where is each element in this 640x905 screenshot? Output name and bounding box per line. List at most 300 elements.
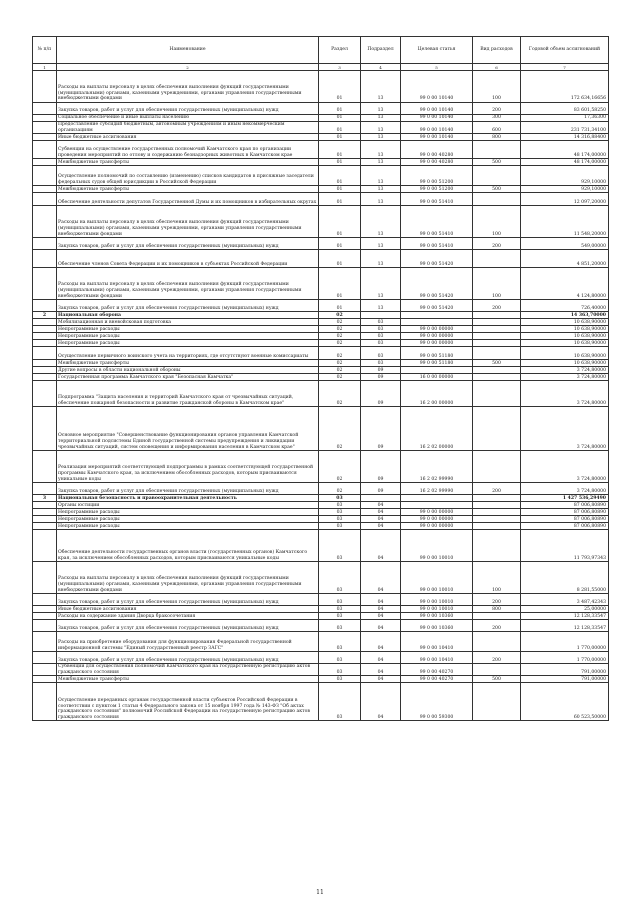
row-razdel: 01	[319, 115, 361, 122]
row-podrazdel	[361, 495, 401, 502]
row-razdel: 01	[319, 206, 361, 238]
row-csr	[401, 312, 473, 319]
row-sum: 87 006,80890	[521, 509, 609, 516]
table-row	[33, 632, 609, 652]
row-name: Другие вопросы в области национальной обороны	[57, 367, 319, 374]
row-number	[33, 502, 57, 509]
row-vr	[473, 381, 521, 407]
row-name: Непрограммные расходы	[57, 340, 319, 347]
row-vr: 200	[473, 103, 521, 115]
table-row	[33, 451, 609, 483]
row-razdel: 01	[319, 193, 361, 206]
row-vr	[473, 509, 521, 516]
row-razdel: 03	[319, 613, 361, 620]
row-number	[33, 407, 57, 451]
row-sum: 4 851,20000	[521, 250, 609, 268]
row-number	[33, 300, 57, 312]
row-number	[33, 340, 57, 347]
row-sum: 1 427 536,29490	[521, 495, 609, 502]
column-number: 2	[57, 64, 319, 71]
row-razdel: 03	[319, 562, 361, 594]
row-sum: 549,00000	[521, 238, 609, 250]
row-vr	[473, 632, 521, 652]
row-number	[33, 451, 57, 483]
row-name: Непрограммные расходы	[57, 326, 319, 333]
row-sum: 231 731,34100	[521, 122, 609, 134]
row-csr	[401, 367, 473, 374]
row-csr: 99 0 00 51410	[401, 238, 473, 250]
row-razdel: 02	[319, 319, 361, 326]
table-row	[33, 407, 609, 451]
row-podrazdel: 13	[361, 238, 401, 250]
table-row	[33, 238, 609, 250]
row-number	[33, 238, 57, 250]
row-name: Закупка товаров, работ и услуг для обеспечения государственных (муниципальных) нужд	[57, 652, 319, 664]
row-podrazdel: 13	[361, 268, 401, 300]
row-number	[33, 166, 57, 186]
row-vr	[473, 319, 521, 326]
row-podrazdel: 03	[361, 333, 401, 340]
row-csr: 99 0 00 40280	[401, 141, 473, 159]
row-vr	[473, 193, 521, 206]
row-number	[33, 381, 57, 407]
table-row	[33, 483, 609, 495]
row-name: Подпрограмма "Защита населения и территорий Камчатского края от чрезвычайных ситуаций, обеспечение пожарной безопасности и развитие гражданской обороны в Камчатском крае"	[57, 381, 319, 407]
row-sum: 3 724,80000	[521, 407, 609, 451]
row-podrazdel: 09	[361, 483, 401, 495]
row-razdel: 03	[319, 664, 361, 676]
row-number	[33, 141, 57, 159]
row-sum: 3 724,80000	[521, 483, 609, 495]
row-csr: 16 0 00 00000	[401, 374, 473, 381]
row-vr: 600	[473, 122, 521, 134]
row-vr: 200	[473, 652, 521, 664]
row-name: Осуществление переданных органам государственной власти субъектов Российской Федерации в соответствии с пунктом 1 статьи 4 Федерального закона от 15 ноября 1997 года № 143-ФЗ "Об актах гражданского состояния" полномочий Российской Федерации на государственную регистрацию актов гражданского состояния	[57, 683, 319, 721]
row-sum: 60 523,50000	[521, 683, 609, 721]
row-vr	[473, 495, 521, 502]
row-name: Государственная программа Камчатского края "Безопасная Камчатка"	[57, 374, 319, 381]
row-sum: 14 316,88400	[521, 134, 609, 141]
row-number	[33, 159, 57, 166]
row-vr: 500	[473, 159, 521, 166]
table-body	[33, 71, 609, 721]
row-name: Непрограммные расходы	[57, 333, 319, 340]
row-number	[33, 509, 57, 516]
row-number	[33, 71, 57, 103]
table-row	[33, 683, 609, 721]
row-name: Межбюджетные трансферты	[57, 159, 319, 166]
row-number: 2	[33, 312, 57, 319]
row-sum: 3 724,80000	[521, 451, 609, 483]
row-vr	[473, 516, 521, 523]
row-name: Иные бюджетные ассигнования	[57, 134, 319, 141]
table-header-row	[33, 37, 609, 64]
row-csr: 99 0 00 10140	[401, 115, 473, 122]
table-row	[33, 206, 609, 238]
row-name: Национальная оборона	[57, 312, 319, 319]
row-name: Предоставление субсидий бюджетным, автономным учреждениям и иным некоммерческим организациям	[57, 122, 319, 134]
row-razdel: 01	[319, 300, 361, 312]
table-row	[33, 268, 609, 300]
row-csr: 16 2 02 99990	[401, 451, 473, 483]
row-name: Основное мероприятие "Совершенствование функционирования органов управления Камчатской территориальной подсистемы Единой государственной системы предупреждения и ликвидации чрезвычайных ситуаций, систем оповещения и информирования населения в Камчатском крае"	[57, 407, 319, 451]
table-row	[33, 620, 609, 632]
section-row	[33, 495, 609, 502]
table-row	[33, 516, 609, 523]
row-podrazdel: 09	[361, 367, 401, 374]
row-razdel: 03	[319, 676, 361, 683]
row-vr: 200	[473, 620, 521, 632]
row-vr: 100	[473, 206, 521, 238]
row-razdel: 01	[319, 134, 361, 141]
row-csr: 99 0 00 10010	[401, 606, 473, 613]
row-name: Межбюджетные трансферты	[57, 186, 319, 193]
row-vr	[473, 166, 521, 186]
row-vr	[473, 340, 521, 347]
row-podrazdel: 13	[361, 166, 401, 186]
row-csr: 99 0 00 51410	[401, 193, 473, 206]
row-razdel: 01	[319, 122, 361, 134]
header-sum: Годовой объем ассигнований	[521, 37, 609, 64]
row-csr: 99 0 00 00000	[401, 340, 473, 347]
row-vr: 200	[473, 238, 521, 250]
row-csr: 99 0 00 51420	[401, 250, 473, 268]
row-name: Иные бюджетные ассигнования	[57, 606, 319, 613]
row-name: Расходы на содержание здания Дворца бракосочетания	[57, 613, 319, 620]
row-csr: 99 0 00 00000	[401, 333, 473, 340]
row-podrazdel: 04	[361, 594, 401, 606]
row-podrazdel: 04	[361, 606, 401, 613]
row-name: Закупка товаров, работ и услуг для обеспечения государственных (муниципальных) нужд	[57, 103, 319, 115]
table-row	[33, 134, 609, 141]
row-podrazdel: 04	[361, 652, 401, 664]
row-sum: 10 638,90000	[521, 340, 609, 347]
table-row	[33, 122, 609, 134]
row-name: Закупка товаров, работ и услуг для обеспечения государственных (муниципальных) нужд	[57, 620, 319, 632]
budget-table	[32, 36, 609, 721]
row-podrazdel: 13	[361, 186, 401, 193]
row-number	[33, 516, 57, 523]
row-sum: 3 724,80000	[521, 381, 609, 407]
table-row	[33, 613, 609, 620]
row-number	[33, 594, 57, 606]
row-podrazdel: 13	[361, 103, 401, 115]
row-number	[33, 523, 57, 530]
row-csr: 99 0 00 51420	[401, 300, 473, 312]
row-number	[33, 115, 57, 122]
table-row	[33, 562, 609, 594]
row-csr: 99 0 00 51180	[401, 347, 473, 360]
row-razdel: 02	[319, 347, 361, 360]
row-name: Расходы на выплаты персоналу в целях обеспечения выполнения функций государственными (муниципальными) органами, казенными учреждениями, органами управления государственными внебюджетными фондами	[57, 71, 319, 103]
row-podrazdel: 03	[361, 340, 401, 347]
row-razdel: 02	[319, 381, 361, 407]
row-vr	[473, 683, 521, 721]
row-number	[33, 664, 57, 676]
table-row	[33, 374, 609, 381]
table-row	[33, 300, 609, 312]
row-vr	[473, 451, 521, 483]
row-vr	[473, 613, 521, 620]
table-row	[33, 71, 609, 103]
row-name: Непрограммные расходы	[57, 509, 319, 516]
row-sum: 12 128,33547	[521, 613, 609, 620]
row-vr	[473, 664, 521, 676]
row-podrazdel: 04	[361, 664, 401, 676]
row-podrazdel: 03	[361, 347, 401, 360]
row-podrazdel: 13	[361, 300, 401, 312]
table-row	[33, 115, 609, 122]
row-number	[33, 103, 57, 115]
row-podrazdel: 04	[361, 620, 401, 632]
row-csr: 16 2 02 00000	[401, 407, 473, 451]
row-razdel: 03	[319, 495, 361, 502]
table-row	[33, 319, 609, 326]
row-csr: 99 0 00 51410	[401, 206, 473, 238]
row-sum: 3 724,80000	[521, 374, 609, 381]
row-csr: 16 2 02 99990	[401, 483, 473, 495]
column-number: 1	[33, 64, 57, 71]
row-razdel: 01	[319, 141, 361, 159]
row-csr	[401, 495, 473, 502]
row-name: Расходы на выплаты персоналу в целях обеспечения выполнения функций государственными (муниципальными) органами, казенными учреждениями, органами управления государственными внебюджетными фондами	[57, 206, 319, 238]
row-name: Расходы на выплаты персоналу в целях обеспечения выполнения функций государственными (муниципальными) органами, казенными учреждениями, органами управления государственными внебюджетными фондами	[57, 268, 319, 300]
column-number: 4	[361, 64, 401, 71]
row-name: Субвенции на осуществление государственных полномочий Камчатского края по организации проведения мероприятий по отлову и содержанию безнадзорных животных в Камчатском крае	[57, 141, 319, 159]
row-sum: 929,10000	[521, 166, 609, 186]
table-row	[33, 652, 609, 664]
row-podrazdel: 04	[361, 509, 401, 516]
row-sum: 929,10000	[521, 186, 609, 193]
row-csr: 99 0 00 00000	[401, 523, 473, 530]
row-number	[33, 374, 57, 381]
row-vr	[473, 347, 521, 360]
row-csr: 99 0 00 10010	[401, 594, 473, 606]
row-number	[33, 676, 57, 683]
row-csr: 99 0 00 10140	[401, 134, 473, 141]
row-name: Межбюджетные трансферты	[57, 360, 319, 367]
row-name: Мобилизационная и вневойсковая подготовка	[57, 319, 319, 326]
row-csr: 99 0 00 00000	[401, 326, 473, 333]
row-number	[33, 606, 57, 613]
row-podrazdel: 04	[361, 530, 401, 562]
row-name: Обеспечение членов Совета Федерации и их помощников в субъектах Российской Федерации	[57, 250, 319, 268]
row-podrazdel: 09	[361, 374, 401, 381]
row-razdel: 02	[319, 312, 361, 319]
row-razdel: 03	[319, 594, 361, 606]
row-number	[33, 620, 57, 632]
row-number	[33, 683, 57, 721]
column-number: 5	[401, 64, 473, 71]
table-row	[33, 509, 609, 516]
row-vr: 100	[473, 71, 521, 103]
column-number: 6	[473, 64, 521, 71]
table-row	[33, 103, 609, 115]
section-row	[33, 312, 609, 319]
row-sum: 8 281,55000	[521, 562, 609, 594]
row-number	[33, 134, 57, 141]
row-name: Национальная безопасность и правоохранительная деятельность	[57, 495, 319, 502]
column-number: 7	[521, 64, 609, 71]
row-razdel: 03	[319, 606, 361, 613]
row-number: 3	[33, 495, 57, 502]
row-razdel: 02	[319, 333, 361, 340]
row-razdel: 01	[319, 166, 361, 186]
row-razdel: 02	[319, 367, 361, 374]
row-number	[33, 268, 57, 300]
row-podrazdel: 03	[361, 319, 401, 326]
table-row	[33, 594, 609, 606]
row-podrazdel: 04	[361, 676, 401, 683]
row-csr	[401, 319, 473, 326]
row-vr: 100	[473, 268, 521, 300]
row-name: Закупка товаров, работ и услуг для обеспечения государственных (муниципальных) нужд	[57, 238, 319, 250]
row-csr: 99 0 00 10140	[401, 103, 473, 115]
header-vr: Вид расходов	[473, 37, 521, 64]
row-vr: 500	[473, 186, 521, 193]
table-row	[33, 523, 609, 530]
row-razdel: 01	[319, 103, 361, 115]
row-csr: 99 0 00 40270	[401, 664, 473, 676]
row-podrazdel: 04	[361, 613, 401, 620]
table-row	[33, 664, 609, 676]
row-sum: 10 638,90000	[521, 326, 609, 333]
row-podrazdel: 13	[361, 122, 401, 134]
row-podrazdel: 04	[361, 502, 401, 509]
header-podrazdel: Подраздел	[361, 37, 401, 64]
row-sum: 17,36300	[521, 115, 609, 122]
row-razdel: 01	[319, 186, 361, 193]
row-sum: 791,00000	[521, 676, 609, 683]
row-podrazdel: 03	[361, 360, 401, 367]
column-number: 3	[319, 64, 361, 71]
row-podrazdel: 04	[361, 562, 401, 594]
row-number	[33, 206, 57, 238]
row-number	[33, 347, 57, 360]
row-sum: 10 638,90000	[521, 347, 609, 360]
row-sum: 3 724,80000	[521, 367, 609, 374]
row-razdel: 01	[319, 238, 361, 250]
row-razdel: 03	[319, 652, 361, 664]
row-csr: 99 0 00 10010	[401, 562, 473, 594]
row-number	[33, 632, 57, 652]
row-csr: 99 0 00 10410	[401, 632, 473, 652]
table-row	[33, 166, 609, 186]
row-name: Социальное обеспечение и иные выплаты населению	[57, 115, 319, 122]
row-name: Межбюджетные трансферты	[57, 676, 319, 683]
row-podrazdel: 13	[361, 134, 401, 141]
table-row	[33, 360, 609, 367]
row-name: Непрограммные расходы	[57, 523, 319, 530]
row-vr: 500	[473, 676, 521, 683]
table-row	[33, 530, 609, 562]
table-row	[33, 186, 609, 193]
table-row	[33, 367, 609, 374]
row-podrazdel: 13	[361, 193, 401, 206]
row-number	[33, 360, 57, 367]
row-sum: 10 638,90000	[521, 333, 609, 340]
row-vr	[473, 250, 521, 268]
row-podrazdel: 04	[361, 523, 401, 530]
header-num: № п/п	[33, 37, 57, 64]
row-csr: 99 0 00 59300	[401, 683, 473, 721]
row-razdel: 03	[319, 620, 361, 632]
row-number	[33, 483, 57, 495]
row-sum: 48 174,00000	[521, 141, 609, 159]
row-razdel: 02	[319, 374, 361, 381]
row-vr	[473, 502, 521, 509]
column-number-row	[33, 64, 609, 71]
row-name: Обеспечение деятельности государственных органов власти (государственных органов) Камчатского края, за исключением обособленных расходов, которым присваиваются уникальные коды	[57, 530, 319, 562]
row-number	[33, 613, 57, 620]
row-vr	[473, 530, 521, 562]
row-sum: 3 487,42343	[521, 594, 609, 606]
row-csr: 99 0 00 40280	[401, 159, 473, 166]
row-name: Расходы на приобретение оборудования для функционирования Федеральной государственной информационной системы "Единый государственный реестр ЗАГС"	[57, 632, 319, 652]
row-razdel: 02	[319, 407, 361, 451]
row-sum: 87 006,80890	[521, 516, 609, 523]
table-row	[33, 193, 609, 206]
row-vr	[473, 374, 521, 381]
row-sum: 11 793,97343	[521, 530, 609, 562]
row-name: Реализация мероприятий соответствующей подпрограммы в рамках соответствующей государственной программы Камчатского края, за исключением обособленных расходов, которым присваиваются уникальные коды	[57, 451, 319, 483]
row-sum: 1 770,00000	[521, 632, 609, 652]
row-razdel: 02	[319, 483, 361, 495]
row-sum: 87 006,80890	[521, 502, 609, 509]
row-csr: 99 0 00 10140	[401, 71, 473, 103]
row-vr: 100	[473, 562, 521, 594]
row-vr: 200	[473, 300, 521, 312]
row-number	[33, 652, 57, 664]
row-sum: 172 634,16656	[521, 71, 609, 103]
table-row	[33, 502, 609, 509]
row-name: Органы юстиции	[57, 502, 319, 509]
row-csr: 99 0 00 51200	[401, 186, 473, 193]
table-row	[33, 340, 609, 347]
row-number	[33, 562, 57, 594]
table-row	[33, 326, 609, 333]
row-razdel: 02	[319, 451, 361, 483]
row-razdel: 03	[319, 502, 361, 509]
row-vr: 500	[473, 360, 521, 367]
table-row	[33, 250, 609, 268]
header-csr: Целевая статья	[401, 37, 473, 64]
row-vr	[473, 407, 521, 451]
row-razdel: 01	[319, 71, 361, 103]
row-razdel: 02	[319, 360, 361, 367]
row-podrazdel	[361, 312, 401, 319]
row-razdel: 03	[319, 683, 361, 721]
row-vr: 300	[473, 115, 521, 122]
row-razdel: 03	[319, 516, 361, 523]
row-podrazdel: 13	[361, 159, 401, 166]
row-sum: 14 363,70000	[521, 312, 609, 319]
row-razdel: 01	[319, 250, 361, 268]
row-podrazdel: 09	[361, 381, 401, 407]
row-csr: 99 0 00 40270	[401, 676, 473, 683]
row-sum: 1 770,00000	[521, 652, 609, 664]
row-name: Закупка товаров, работ и услуг для обеспечения государственных (муниципальных) нужд	[57, 483, 319, 495]
table-row	[33, 676, 609, 683]
row-razdel: 03	[319, 509, 361, 516]
row-name: Осуществление полномочий по составлению (изменению) списков кандидатов в присяжные заседатели федеральных судов общей юрисдикции в Российской Федерации	[57, 166, 319, 186]
row-sum: 4 124,80000	[521, 268, 609, 300]
row-name: Расходы на выплаты персоналу в целях обеспечения выполнения функций государственными (муниципальными) органами, казенными учреждениями, органами управления государственными внебюджетными фондами	[57, 562, 319, 594]
row-name: Закупка товаров, работ и услуг для обеспечения государственных (муниципальных) нужд	[57, 300, 319, 312]
row-name: Осуществление первичного воинского учета на территориях, где отсутствуют военные комиссариаты	[57, 347, 319, 360]
header-razdel: Раздел	[319, 37, 361, 64]
row-vr: 800	[473, 134, 521, 141]
